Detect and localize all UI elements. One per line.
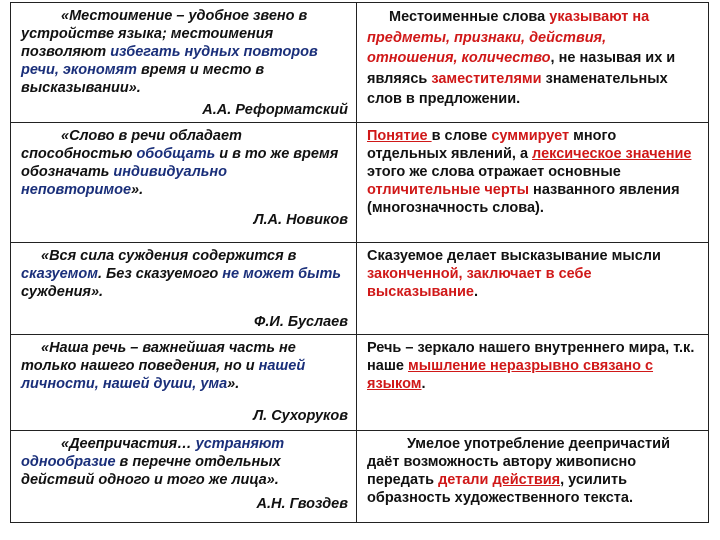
highlight-segment: избегать нудных повторов речи, экономят <box>21 44 318 78</box>
text-segment: . Без сказуемого <box>97 266 223 282</box>
highlight-segment: индивидуально неповторимое <box>21 164 227 198</box>
table-row <box>11 431 709 523</box>
text-segment: и в то же время обозначать <box>21 146 339 180</box>
text-segment: время и место в высказывании». <box>21 62 265 96</box>
highlight-segment: действия <box>492 472 561 488</box>
quote-cell <box>11 243 357 335</box>
text-segment: Местоименные слова <box>389 9 550 25</box>
explanation-cell <box>357 335 709 431</box>
quote-author: А.А. Реформатский <box>202 102 348 118</box>
text-segment: Умелое употребление деепричастий даёт возможность автору живописно передать <box>367 436 670 488</box>
explanation-cell <box>357 123 709 243</box>
explanation-text <box>367 7 700 110</box>
text-segment: «Наша речь – важнейшая часть не только нашего поведения, но и <box>21 340 296 374</box>
explanation-cell <box>357 243 709 335</box>
text-segment: много отдельных явлений, а <box>367 128 617 162</box>
highlight-segment: суммирует <box>491 128 570 144</box>
highlight-segment: детали <box>438 472 493 488</box>
quote-author: Л. Сухоруков <box>253 408 348 424</box>
text-segment: в слове <box>431 128 492 144</box>
explanation-text <box>367 435 700 507</box>
quote-text <box>21 339 348 393</box>
table-row <box>11 243 709 335</box>
quote-author: Ф.И. Буслаев <box>254 314 348 330</box>
table-row <box>11 3 709 123</box>
table-row <box>11 335 709 431</box>
explanation-text <box>367 127 700 217</box>
quote-text <box>21 247 348 301</box>
text-segment: , усилить образность художественного текста. <box>367 472 633 506</box>
highlight-segment: лексическое значение <box>532 146 692 162</box>
quote-cell <box>11 335 357 431</box>
text-segment: «Местоимение – удобное звено в устройстве языка; местоимения позволяют <box>21 8 308 60</box>
table-row <box>11 123 709 243</box>
quote-text <box>21 127 348 199</box>
quote-cell <box>11 431 357 523</box>
text-segment: Сказуемое делает высказывание мысли <box>367 248 661 264</box>
highlight-segment: устраняют однообразие <box>21 436 285 470</box>
explanation-cell <box>357 3 709 123</box>
highlight-segment: нашей личности, нашей души, ума <box>21 358 306 392</box>
text-segment: . <box>473 284 479 300</box>
quote-cell <box>11 3 357 123</box>
highlight-segment: указывают на <box>549 9 650 25</box>
quote-author: Л.А. Новиков <box>253 212 348 228</box>
text-segment: . <box>421 376 426 392</box>
text-segment: «Деепричастия… <box>61 436 196 452</box>
quote-cell <box>11 123 357 243</box>
quotes-sheet <box>10 2 708 523</box>
highlight-segment: предметы, признаки, действия, отношения, количество <box>367 29 607 66</box>
highlight-segment: законченной, заключает в себе высказывание <box>367 266 592 300</box>
text-segment: суждения». <box>21 284 104 300</box>
highlight-segment: Понятие <box>367 128 432 144</box>
text-segment: , не называя их и являясь <box>367 50 676 87</box>
text-segment: ». <box>131 182 144 198</box>
highlight-segment: не может быть <box>222 266 342 282</box>
text-segment: знаменательных слов в предложении. <box>367 70 668 107</box>
text-segment: «Слово в речи обладает способностью <box>21 128 242 162</box>
highlight-segment: заместителями <box>431 70 542 87</box>
quote-text <box>21 435 348 489</box>
highlight-segment: сказуемом <box>21 266 98 282</box>
text-segment: Речь – зеркало нашего внутреннего мира, т.к. наше <box>367 340 695 374</box>
quotes-table <box>10 2 709 523</box>
text-segment: названного явления (многозначность слова). <box>367 182 680 216</box>
text-segment: «Вся сила суждения содержится в <box>41 248 297 264</box>
highlight-segment: мышление неразрывно связано с языком <box>367 358 654 392</box>
explanation-cell <box>357 431 709 523</box>
quote-author: А.Н. Гвоздев <box>256 496 348 512</box>
text-segment: этого же слова отражает основные <box>367 164 621 180</box>
highlight-segment: отличительные черты <box>367 182 530 198</box>
text-segment: ». <box>227 376 240 392</box>
explanation-text <box>367 247 700 301</box>
explanation-text <box>367 339 700 393</box>
text-segment: в перечне отдельных действий одного и того же лица». <box>21 454 281 488</box>
quote-text <box>21 7 348 97</box>
highlight-segment: обобщать <box>136 146 216 162</box>
